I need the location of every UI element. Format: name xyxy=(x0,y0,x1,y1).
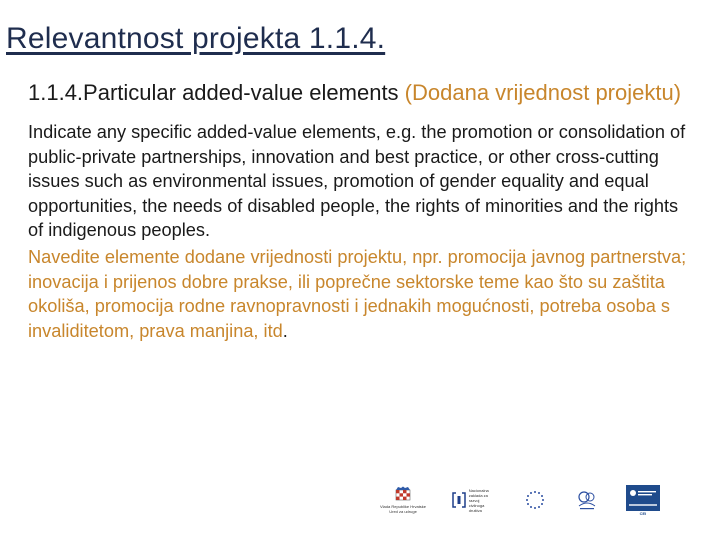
bracket-icon xyxy=(452,492,466,508)
ess-emblem-icon xyxy=(574,488,600,512)
slide-content xyxy=(28,78,688,343)
cei-logo-text: CEI xyxy=(639,510,647,516)
ess-logo xyxy=(574,488,600,512)
nzcd-logo-text: Nacionalna zaklada za razvoj civilnoga društva xyxy=(468,487,489,513)
government-logo-text: Vlada Republike Hrvatske Ured za udruge xyxy=(380,504,427,514)
paragraph-english xyxy=(28,120,688,243)
paragraph-english-end: . xyxy=(204,220,211,241)
eu-stars-icon xyxy=(521,489,549,511)
partner-logos xyxy=(380,480,660,520)
paragraph-croatian-end: . xyxy=(282,320,288,341)
nzcd-logo xyxy=(452,488,495,513)
section-subtitle xyxy=(28,78,688,108)
paragraph-english-text: Indicate any specific added-value elements, e.g. the promotion or consolidation of public-private partnerships, innovation and best practice, or other cross-cutting issues such as environmental issues, promotion of gender equality and equal opportunities, the needs of disabled people, the rights of minorities and the rights of indigenous peoples xyxy=(28,122,686,241)
subtitle-en: 1.1.4.Particular added-value elements xyxy=(28,80,405,105)
croatian-government-logo xyxy=(380,486,426,514)
cei-logo xyxy=(626,485,660,516)
paragraph-croatian-text: Navedite elemente dodane vrijednosti projektu, npr. promocija javnog partnerstva; inovacija i prijenos dobre prakse, ili poprečne sektorske teme kao što su zaštita okoliša, promocija rodne ravnopravnosti i jednakih mogućnosti, potreba osoba s invaliditetom, prava manjina, itd xyxy=(28,246,687,341)
coat-of-arms-icon xyxy=(395,486,411,504)
paragraph-croatian xyxy=(28,245,688,343)
slide-title: Relevantnost projekta 1.1.4. xyxy=(6,22,386,55)
cei-emblem-icon xyxy=(626,485,660,511)
subtitle-hr: (Dodana vrijednost projektu) xyxy=(404,80,682,105)
eu-flag-logo xyxy=(521,489,549,511)
